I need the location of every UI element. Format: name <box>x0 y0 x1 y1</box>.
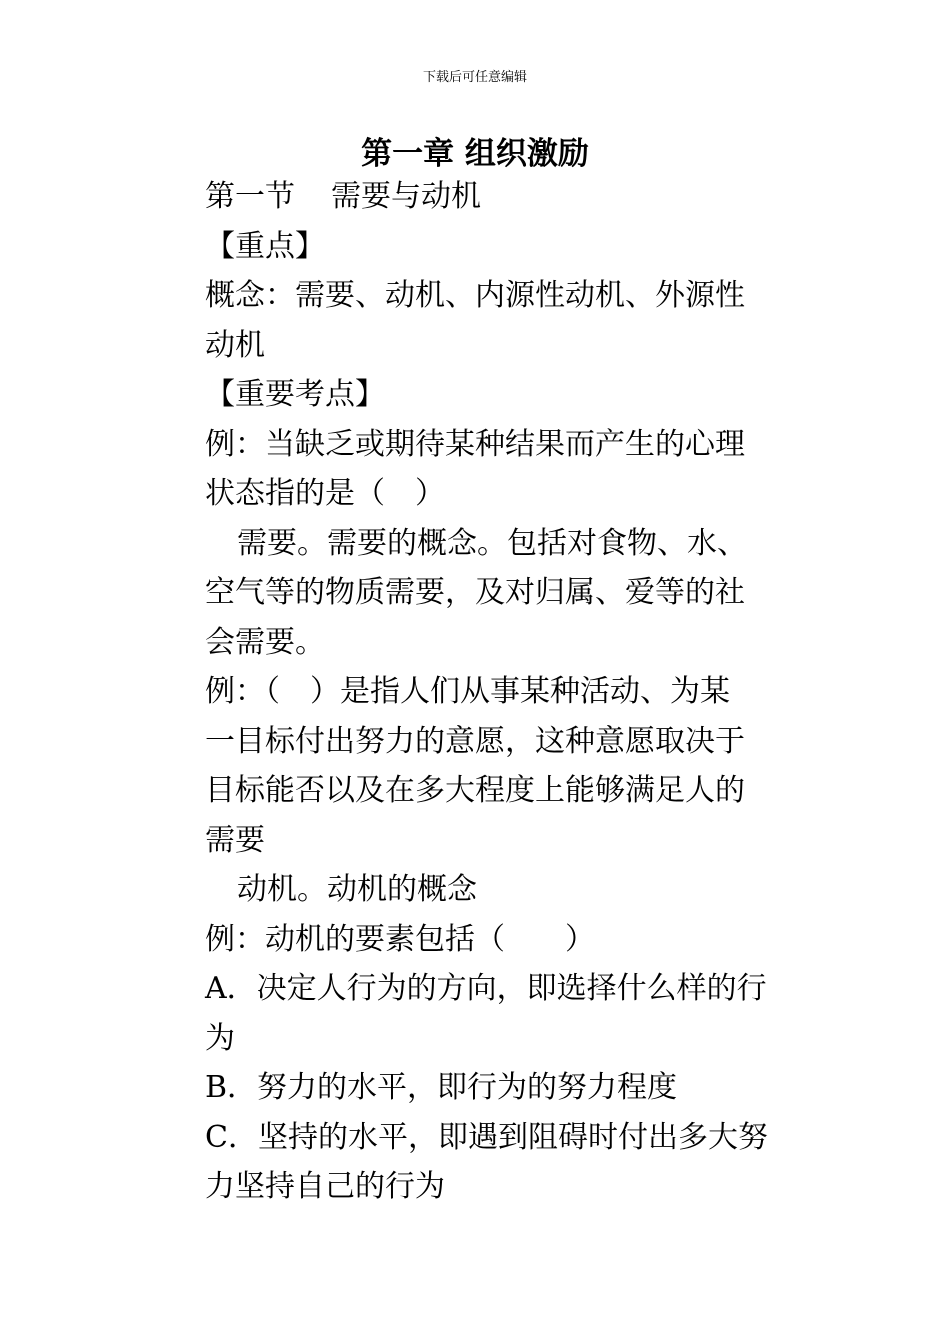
option-c-line-2: 力坚持自己的行为 <box>205 1169 445 1204</box>
answer-2-line-1: 动机。动机的概念 <box>237 872 477 907</box>
question-2-line-1: 例：（ ）是指人们从事某种活动、为某 <box>205 674 730 709</box>
question-1-line-2: 状态指的是（ ） <box>205 476 445 511</box>
concepts-line-2: 动机 <box>205 327 265 363</box>
question-2-line-3: 目标能否以及在多大程度上能够满足人的 <box>205 773 745 808</box>
question-3-line-1: 例：动机的要素包括（ ） <box>205 921 595 957</box>
chapter-title: 第一章 组织激励 <box>361 136 589 172</box>
key-points-heading: 【重点】 <box>205 228 325 264</box>
document-body <box>205 172 805 1212</box>
section-number: 第一节 <box>205 179 295 214</box>
answer-1-line-2: 空气等的物质需要，及对归属、爱等的社 <box>205 575 745 610</box>
option-a-line-1: A．决定人行为的方向，即选择什么样的行 <box>205 971 767 1006</box>
concepts-line-1: 概念：需要、动机、内源性动机、外源性 <box>205 278 745 313</box>
header-note: 下载后可任意编辑 <box>422 70 527 85</box>
question-2-line-2: 一目标付出努力的意愿，这种意愿取决于 <box>205 723 745 759</box>
option-c-line-1: C．坚持的水平，即遇到阻碍时付出多大努 <box>205 1119 768 1155</box>
section-title <box>205 172 805 222</box>
question-1-line-1: 例：当缺乏或期待某种结果而产生的心理 <box>205 426 745 462</box>
option-b-line-1: B．努力的水平，即行为的努力程度 <box>205 1070 678 1105</box>
option-a-line-2: 为 <box>205 1020 235 1056</box>
exam-points-heading: 【重要考点】 <box>205 377 385 412</box>
answer-1-line-1: 需要。需要的概念。包括对食物、水、 <box>237 525 747 561</box>
answer-1-line-3: 会需要。 <box>205 624 325 660</box>
question-2-line-4: 需要 <box>205 822 265 858</box>
section-name: 需要与动机 <box>331 179 481 214</box>
